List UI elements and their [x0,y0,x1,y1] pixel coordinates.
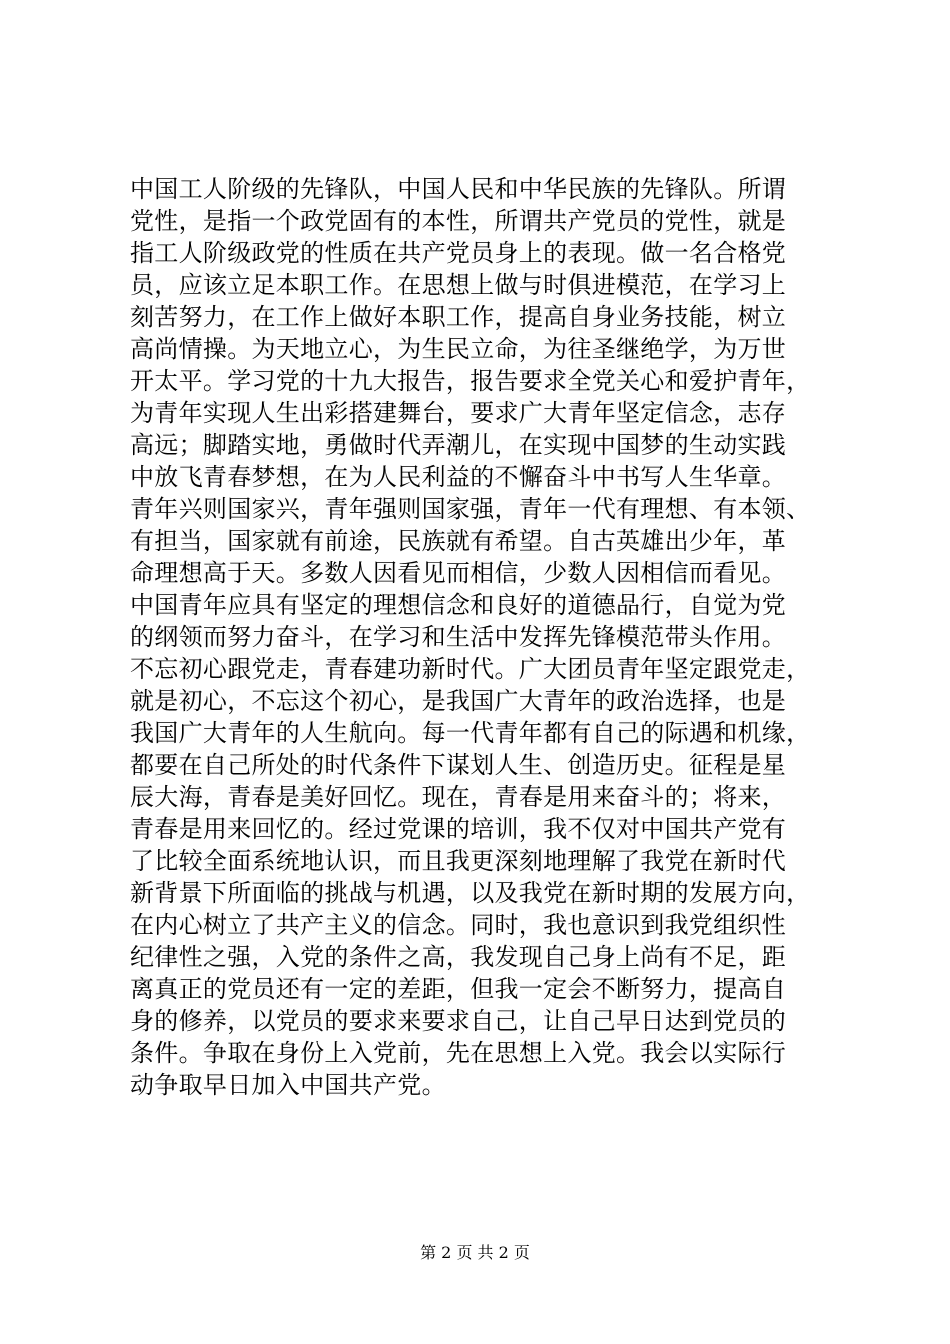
text-line: 我国广大青年的人生航向。每一代青年都有自己的际遇和机缘， [130,719,811,747]
text-line: 不忘初心跟党走，青春建功新时代。广大团员青年坚定跟党走， [130,655,811,683]
text-line: 青年兴则国家兴，青年强则国家强，青年一代有理想、有本领、 [130,495,811,523]
text-line: 辰大海，青春是美好回忆。现在，青春是用来奋斗的；将来， [130,783,787,811]
text-line: 青春是用来回忆的。经过党课的培训，我不仅对中国共产党有 [130,815,787,843]
text-line: 的纲领而努力奋斗，在学习和生活中发挥先锋模范带头作用。 [130,623,787,651]
text-line: 动争取早日加入中国共产党。 [130,1071,446,1099]
text-line: 身的修养，以党员的要求来要求自己，让自己早日达到党员的 [130,1007,787,1035]
text-line: 中国青年应具有坚定的理想信念和良好的道德品行，自觉为党 [130,591,787,619]
text-line: 刻苦努力，在工作上做好本职工作，提高自身业务技能，树立 [130,303,787,331]
text-line: 在内心树立了共产主义的信念。同时，我也意识到我党组织性 [130,911,787,939]
text-line: 纪律性之强，入党的条件之高，我发现自己身上尚有不足，距 [130,943,787,971]
text-line: 高尚情操。为天地立心，为生民立命，为往圣继绝学，为万世 [130,335,787,363]
text-line: 了比较全面系统地认识，而且我更深刻地理解了我党在新时代 [130,847,787,875]
page-number: 第 2 页 共 2 页 [420,1243,530,1262]
text-line: 中放飞青春梦想，在为人民利益的不懈奋斗中书写人生华章。 [130,463,787,491]
text-line: 为青年实现人生出彩搭建舞台，要求广大青年坚定信念，志存 [130,399,787,427]
text-line: 新背景下所面临的挑战与机遇，以及我党在新时期的发展方向， [130,879,811,907]
text-line: 高远；脚踏实地，勇做时代弄潮儿，在实现中国梦的生动实践 [130,431,787,459]
text-line: 指工人阶级政党的性质在共产党员身上的表现。做一名合格党 [130,239,787,267]
text-line: 命理想高于天。多数人因看见而相信，少数人因相信而看见。 [130,559,787,587]
text-line: 党性，是指一个政党固有的本性，所谓共产党员的党性，就是 [130,207,787,235]
text-line: 离真正的党员还有一定的差距，但我一定会不断努力，提高自 [130,975,787,1003]
body-text [130,173,830,1101]
text-line: 员，应该立足本职工作。在思想上做与时俱进模范，在学习上 [130,271,787,299]
text-line: 开太平。学习党的十九大报告，报告要求全党关心和爱护青年， [130,367,811,395]
text-line: 都要在自己所处的时代条件下谋划人生、创造历史。征程是星 [130,751,787,779]
text-line: 就是初心，不忘这个初心，是我国广大青年的政治选择，也是 [130,687,787,715]
text-line: 中国工人阶级的先锋队，中国人民和中华民族的先锋队。所谓 [130,175,787,203]
page-footer [0,1243,950,1263]
text-line: 有担当，国家就有前途，民族就有希望。自古英雄出少年，革 [130,527,787,555]
text-line: 条件。争取在身份上入党前，先在思想上入党。我会以实际行 [130,1039,787,1067]
